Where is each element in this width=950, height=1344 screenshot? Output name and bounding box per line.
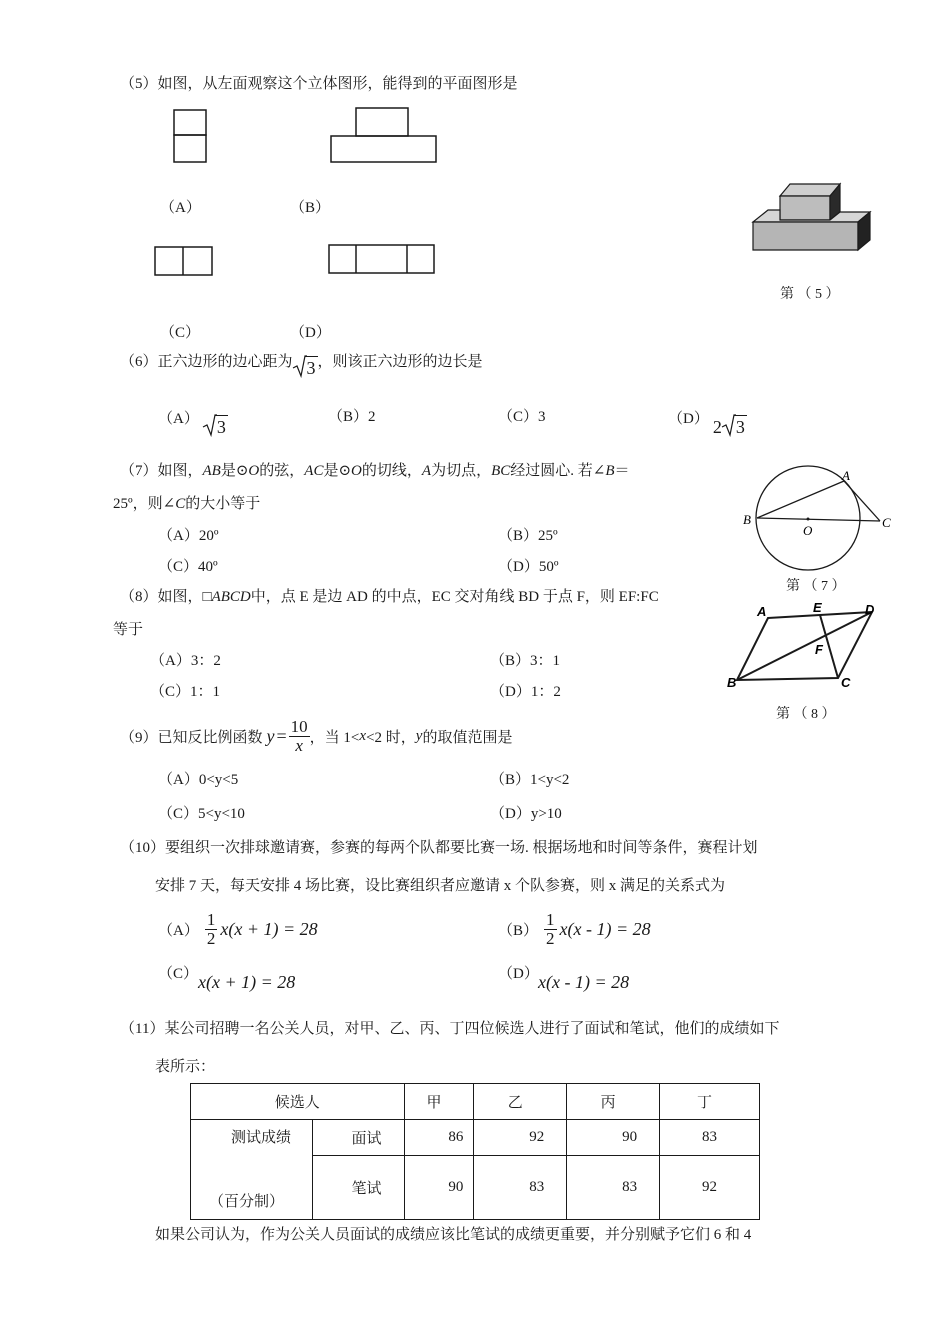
q8-option-c: （C）1：1 [150,684,221,700]
table-cell: 90 [404,1156,474,1220]
q6-option-d: （D） 2 3 [668,411,745,437]
table-row-label: 面试 [312,1120,404,1156]
q7-fig-label-a: A [842,468,850,483]
q5-caption: 第 （ 5 ） [780,287,840,302]
q8-parallelogram-figure [725,598,895,694]
table-row [191,1120,760,1156]
table-header-cell: 甲 [404,1084,474,1120]
q7-fig-label-c: C [882,515,891,530]
q8-option-b: （B）3：1 [490,653,561,669]
q5-option-c-label: （C） [160,325,201,341]
q7-option-b: （B）25º [498,528,558,544]
q6-stem [120,348,483,378]
q7-circle-figure [740,465,900,575]
q9-stem: （9）已知反比例函数 y = $\frac{10}{x}$ ，当 1< x <2 时， y 的取值范围是 [120,716,513,755]
table-cell: 92 [474,1120,567,1156]
table-header-cell: 乙 [474,1084,567,1120]
q7-option-d: （D）50º [498,559,559,575]
q6-option-b: （B）2 [328,409,376,425]
q7-caption: 第 （ 7 ） [786,579,846,594]
table-cell: 86 [404,1120,474,1156]
q11-stem-line2: 表所示： [155,1059,216,1075]
q10-option-c: （C） [158,966,199,982]
q10-stem-line2: 安排 7 天，每天安排 4 场比赛，设比赛组织者应邀请 x 个队参赛，则 x 满足的关系式为 [155,878,726,894]
q6-stem-after: ，则该正六边形的边长是 [317,354,483,370]
table-cell: 90 [567,1120,660,1156]
q5-option-a-label: （A） [160,200,201,216]
q10-option-b: （B） $\frac{1}{2}$ x(x - 1) = 28 [498,909,651,948]
q5-option-b-figure [328,106,440,166]
table-cell: 83 [660,1120,760,1156]
q7-fig-label-b: B [743,512,751,527]
q5-option-d-label: （D） [290,325,331,341]
table-header-cell: 丁 [660,1084,760,1120]
q8-fig-label-b: B [727,675,737,690]
q8-option-d: （D）1：2 [490,684,561,700]
q6-stem-before: （6）正六边形的边心距为 [120,354,293,370]
q5-option-b-label: （B） [290,200,331,216]
q7-stem-line1: （7）如图，AB是⊙O的弦，AC是⊙O的切线，A为切点，BC经过圆心. 若∠B＝ [120,463,630,479]
q6-stem-sqrt: 3 [293,356,318,379]
table-header-cell: 丙 [567,1084,660,1120]
q7-fig-label-o: O [803,523,813,538]
q8-caption: 第 （ 8 ） [776,707,836,722]
table-cell: 92 [660,1156,760,1220]
table-cell: 83 [474,1156,567,1220]
q10-option-c-expr: x(x + 1) = 28 [198,972,296,992]
q7-stem-line2: 25º，则∠C的大小等于 [113,496,261,512]
q6-option-c: （C）3 [498,409,546,425]
q5-solid-figure [750,180,876,258]
table-group-label-cell [191,1120,313,1220]
table-row-label: 笔试 [312,1156,404,1220]
q8-stem-line2: 等于 [113,622,144,638]
q8-fig-label-f: F [815,642,823,657]
q11-after-text: 如果公司认为，作为公关人员面试的成绩应该比笔试的成绩更重要，并分别赋予它们 6 和 4 [155,1227,752,1243]
q8-fig-label-a: A [757,604,767,619]
q8-fig-label-e: E [813,600,822,615]
q10-stem-line1: （10）要组织一次排球邀请赛，参赛的每两个队都要比赛一场. 根据场地和时间等条件，赛程计划 [120,840,758,856]
q7-option-a: （A）20º [158,528,219,544]
q5-option-c-figure [152,244,216,280]
q9-option-c: （C）5<y<10 [158,806,245,822]
q5-option-d-figure [326,242,438,278]
q11-score-table [190,1083,760,1220]
q5-stem: （5）如图，从左面观察这个立体图形，能得到的平面图形是 [120,76,518,92]
q11-stem-line1: （11）某公司招聘一名公关人员，对甲、乙、丙、丁四位候选人进行了面试和笔试，他们的成绩如下 [120,1021,780,1037]
q10-option-d-expr: x(x - 1) = 28 [538,972,630,992]
table-header-row [191,1084,760,1120]
table-header-candidate: 候选人 [191,1084,405,1120]
q8-stem-line1: （8）如图，□ABCD中，点 E 是边 AD 的中点，EC 交对角线 BD 于点 F，则 EF:FC [120,589,659,605]
q10-option-d: （D） [498,966,539,982]
q6-option-a: （A） 3 [158,411,226,437]
table-group-label-2: （百分制） [209,1194,285,1210]
q9-option-a: （A）0<y<5 [158,772,239,788]
q9-option-b: （B）1<y<2 [490,772,570,788]
table-group-label-1: 测试成绩 [231,1130,292,1146]
q9-option-d: （D）y>10 [490,806,562,822]
q8-fig-label-c: C [841,675,851,690]
table-cell: 83 [567,1156,660,1220]
q10-option-a: （A） $\frac{1}{2}$ x(x + 1) = 28 [158,909,318,948]
q8-fig-label-d: D [865,602,875,617]
q8-option-a: （A）3：2 [150,653,221,669]
q5-option-a-figure [170,108,210,166]
q7-option-c: （C）40º [158,559,218,575]
